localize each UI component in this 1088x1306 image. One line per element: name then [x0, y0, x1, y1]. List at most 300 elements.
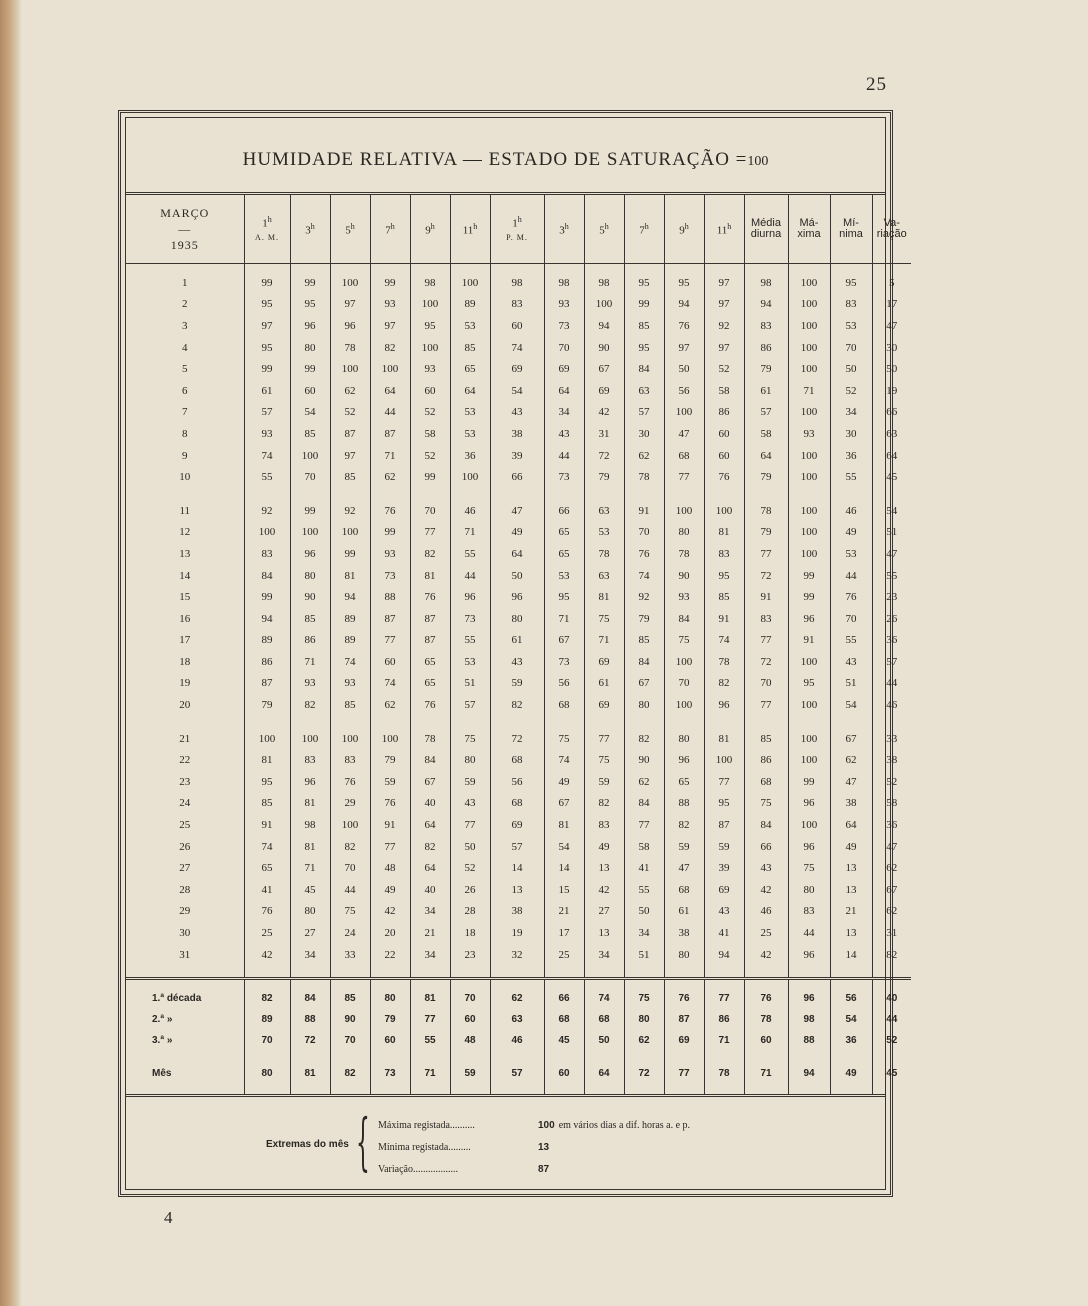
- value-cell: 46: [830, 500, 872, 522]
- value-cell: 93: [788, 423, 830, 445]
- summary-value-cell: 80: [244, 1063, 290, 1084]
- value-cell: 47: [830, 771, 872, 793]
- value-cell: 19: [490, 922, 544, 944]
- extremes-minima-label: Mínima registada.........: [378, 1142, 471, 1154]
- value-cell: 96: [788, 944, 830, 966]
- day-cell: 5: [182, 363, 188, 376]
- value-cell: 70: [624, 522, 664, 544]
- value-cell: 59: [664, 836, 704, 858]
- table-row: [126, 543, 911, 565]
- value-cell: 50: [872, 358, 911, 380]
- value-cell: 76: [664, 315, 704, 337]
- day-cell: 12: [179, 526, 191, 539]
- value-cell: 90: [290, 586, 330, 608]
- spacer-cell: [788, 979, 830, 989]
- spacer-cell: [126, 965, 244, 977]
- value-cell: 40: [410, 793, 450, 815]
- spacer-cell: [544, 1051, 584, 1063]
- summary-value-cell: 57: [490, 1063, 544, 1084]
- value-cell: 70: [330, 857, 370, 879]
- value-cell: 36: [872, 630, 911, 652]
- table-row: [126, 565, 911, 587]
- value-cell: 95: [788, 673, 830, 695]
- value-cell: 30: [830, 423, 872, 445]
- summary-value-cell: 54: [830, 1009, 872, 1030]
- value-cell: 64: [370, 380, 410, 402]
- spacer-cell: [830, 965, 872, 977]
- value-cell: 78: [744, 500, 788, 522]
- value-cell: 41: [244, 879, 290, 901]
- value-cell: 96: [450, 586, 490, 608]
- value-cell: 100: [788, 522, 830, 544]
- value-cell: 89: [450, 294, 490, 316]
- table-row: [126, 793, 911, 815]
- value-cell: 91: [744, 586, 788, 608]
- value-cell: 87: [410, 608, 450, 630]
- value-cell: 97: [704, 294, 744, 316]
- value-cell: 32: [490, 944, 544, 966]
- value-cell: 70: [744, 673, 788, 695]
- value-cell: 30: [872, 337, 911, 359]
- table-title-eq: =: [735, 149, 748, 170]
- spacer-cell: [244, 488, 290, 500]
- summary-value-cell: 94: [788, 1063, 830, 1084]
- spacer-cell: [544, 965, 584, 977]
- summary-value-cell: 45: [872, 1063, 911, 1084]
- spacer-cell: [410, 488, 450, 500]
- value-cell: 13: [830, 922, 872, 944]
- value-cell: 72: [490, 728, 544, 750]
- extremes-maxima-note: em vários dias a dif. horas a. e p.: [558, 1120, 691, 1132]
- summary-table: [126, 977, 911, 1094]
- value-cell: 81: [544, 814, 584, 836]
- spacer-cell: [624, 488, 664, 500]
- value-cell: 76: [370, 793, 410, 815]
- value-cell: 97: [704, 337, 744, 359]
- spacer-cell: [704, 979, 744, 989]
- spacer-cell: [244, 1084, 290, 1094]
- value-cell: 54: [544, 836, 584, 858]
- summary-value-cell: 60: [370, 1030, 410, 1051]
- table-row: [126, 857, 911, 879]
- spacer-cell: [584, 716, 624, 728]
- value-cell: 44: [370, 402, 410, 424]
- value-cell: 44: [788, 922, 830, 944]
- value-cell: 78: [704, 651, 744, 673]
- value-cell: 56: [544, 673, 584, 695]
- value-cell: 74: [244, 445, 290, 467]
- day-cell: 18: [179, 655, 191, 668]
- summary-value-cell: 87: [664, 1009, 704, 1030]
- spacer-cell: [330, 1084, 370, 1094]
- spacer-cell: [872, 1051, 911, 1063]
- value-cell: 100: [704, 500, 744, 522]
- extremes-variacao-row: [378, 1159, 690, 1181]
- value-cell: 100: [788, 728, 830, 750]
- value-cell: 55: [244, 466, 290, 488]
- summary-value-cell: 85: [330, 988, 370, 1009]
- spacer-cell: [450, 488, 490, 500]
- summary-value-cell: 96: [788, 988, 830, 1009]
- spacer-cell: [544, 488, 584, 500]
- value-cell: 51: [872, 522, 911, 544]
- value-cell: 49: [490, 522, 544, 544]
- summary-value-cell: 49: [830, 1063, 872, 1084]
- summary-value-cell: 56: [830, 988, 872, 1009]
- value-cell: 39: [490, 445, 544, 467]
- day-cell: 19: [179, 677, 191, 690]
- value-cell: 55: [830, 466, 872, 488]
- summary-value-cell: 74: [584, 988, 624, 1009]
- value-cell: 65: [664, 771, 704, 793]
- spacer-cell: [624, 979, 664, 989]
- header-hour-9am: 9$^h$: [410, 195, 450, 264]
- value-cell: 42: [744, 944, 788, 966]
- value-cell: 14: [490, 857, 544, 879]
- value-cell: 81: [704, 522, 744, 544]
- value-cell: 84: [624, 793, 664, 815]
- spacer-cell: [544, 979, 584, 989]
- spacer-cell: [664, 965, 704, 977]
- value-cell: 31: [872, 922, 911, 944]
- value-cell: 100: [330, 358, 370, 380]
- value-cell: 38: [830, 793, 872, 815]
- value-cell: 58: [624, 836, 664, 858]
- spacer-cell: [126, 264, 244, 273]
- value-cell: 92: [624, 586, 664, 608]
- value-cell: 99: [788, 586, 830, 608]
- value-cell: 69: [544, 358, 584, 380]
- day-cell: 28: [179, 883, 191, 896]
- value-cell: 38: [872, 749, 911, 771]
- table-row: [126, 466, 911, 488]
- spacer-cell: [370, 264, 410, 273]
- value-cell: 95: [664, 272, 704, 294]
- value-cell: 85: [330, 694, 370, 716]
- value-cell: 51: [450, 673, 490, 695]
- value-cell: 84: [244, 565, 290, 587]
- table-title-value: 100: [747, 154, 769, 169]
- value-cell: 96: [664, 749, 704, 771]
- value-cell: 100: [290, 728, 330, 750]
- value-cell: 47: [872, 315, 911, 337]
- value-cell: 79: [744, 522, 788, 544]
- value-cell: 64: [744, 445, 788, 467]
- value-cell: 87: [330, 423, 370, 445]
- value-cell: 57: [490, 836, 544, 858]
- value-cell: 55: [450, 543, 490, 565]
- value-cell: 88: [664, 793, 704, 815]
- table-row: [126, 651, 911, 673]
- value-cell: 30: [624, 423, 664, 445]
- extremes-variacao-label: Variação..................: [378, 1164, 458, 1176]
- value-cell: 92: [244, 500, 290, 522]
- value-cell: 100: [584, 294, 624, 316]
- value-cell: 72: [744, 565, 788, 587]
- spacer-row: [126, 264, 911, 273]
- value-cell: 36: [872, 814, 911, 836]
- spacer-cell: [244, 716, 290, 728]
- spacer-cell: [584, 979, 624, 989]
- spacer-cell: [410, 1084, 450, 1094]
- value-cell: 60: [370, 651, 410, 673]
- spacer-cell: [330, 488, 370, 500]
- value-cell: 63: [624, 380, 664, 402]
- spacer-cell: [744, 965, 788, 977]
- value-cell: 70: [830, 608, 872, 630]
- spacer-cell: [830, 488, 872, 500]
- value-cell: 74: [490, 337, 544, 359]
- extremes-rows: [378, 1115, 690, 1181]
- table-row: [126, 771, 911, 793]
- value-cell: 70: [664, 673, 704, 695]
- summary-row: [126, 1030, 911, 1051]
- value-cell: 49: [370, 879, 410, 901]
- value-cell: 50: [664, 358, 704, 380]
- spacer-cell: [126, 1051, 244, 1063]
- value-cell: 33: [872, 728, 911, 750]
- spacer-cell: [872, 488, 911, 500]
- value-cell: 94: [664, 294, 704, 316]
- value-cell: 80: [450, 749, 490, 771]
- extremes-maxima-row: [378, 1115, 690, 1137]
- value-cell: 77: [450, 814, 490, 836]
- header-hour-3am: 3$^h$: [290, 195, 330, 264]
- day-cell: 17: [179, 634, 191, 647]
- spacer-cell: [744, 979, 788, 989]
- spacer-cell: [664, 1051, 704, 1063]
- value-cell: 81: [244, 749, 290, 771]
- summary-value-cell: 50: [584, 1030, 624, 1051]
- value-cell: 100: [370, 358, 410, 380]
- summary-value-cell: 36: [830, 1030, 872, 1051]
- value-cell: 61: [664, 901, 704, 923]
- value-cell: 55: [872, 565, 911, 587]
- table-row: [126, 337, 911, 359]
- value-cell: 100: [330, 522, 370, 544]
- value-cell: 65: [410, 651, 450, 673]
- spacer-cell: [584, 264, 624, 273]
- value-cell: 59: [370, 771, 410, 793]
- summary-value-cell: 76: [664, 988, 704, 1009]
- spacer-cell: [370, 1051, 410, 1063]
- value-cell: 80: [490, 608, 544, 630]
- summary-value-cell: 52: [872, 1030, 911, 1051]
- table-row: [126, 749, 911, 771]
- spacer-cell: [830, 716, 872, 728]
- spacer-cell: [330, 264, 370, 273]
- value-cell: 72: [584, 445, 624, 467]
- value-cell: 75: [450, 728, 490, 750]
- value-cell: 86: [744, 749, 788, 771]
- spacer-cell: [290, 488, 330, 500]
- value-cell: 43: [704, 901, 744, 923]
- footer-number: 4: [164, 1208, 173, 1227]
- value-cell: 62: [370, 694, 410, 716]
- value-cell: 43: [830, 651, 872, 673]
- summary-value-cell: 86: [704, 1009, 744, 1030]
- value-cell: 23: [872, 586, 911, 608]
- value-cell: 87: [244, 673, 290, 695]
- value-cell: 82: [704, 673, 744, 695]
- table-row: [126, 294, 911, 316]
- value-cell: 69: [584, 694, 624, 716]
- value-cell: 99: [244, 272, 290, 294]
- spacer-cell: [330, 716, 370, 728]
- value-cell: 88: [370, 586, 410, 608]
- spacer-cell: [290, 1051, 330, 1063]
- value-cell: 95: [704, 793, 744, 815]
- value-cell: 97: [370, 315, 410, 337]
- value-cell: 100: [788, 543, 830, 565]
- value-cell: 100: [330, 272, 370, 294]
- value-cell: 47: [872, 543, 911, 565]
- extremes-variacao-value: 87: [538, 1164, 550, 1176]
- value-cell: 45: [872, 466, 911, 488]
- value-cell: 41: [704, 922, 744, 944]
- value-cell: 85: [744, 728, 788, 750]
- value-cell: 44: [330, 879, 370, 901]
- value-cell: 78: [664, 543, 704, 565]
- value-cell: 73: [544, 651, 584, 673]
- value-cell: 75: [664, 630, 704, 652]
- spacer-cell: [450, 264, 490, 273]
- header-hour-7pm: 7$^h$: [624, 195, 664, 264]
- value-cell: 65: [450, 358, 490, 380]
- spacer-cell: [624, 1051, 664, 1063]
- value-cell: 34: [544, 402, 584, 424]
- value-cell: 96: [290, 771, 330, 793]
- value-cell: 82: [624, 728, 664, 750]
- value-cell: 49: [544, 771, 584, 793]
- value-cell: 71: [544, 608, 584, 630]
- value-cell: 85: [624, 315, 664, 337]
- table-row: [126, 814, 911, 836]
- value-cell: 47: [664, 423, 704, 445]
- summary-value-cell: 80: [370, 988, 410, 1009]
- value-cell: 81: [330, 565, 370, 587]
- day-cell: 4: [182, 341, 188, 354]
- value-cell: 75: [788, 857, 830, 879]
- value-cell: 82: [290, 694, 330, 716]
- table-row: [126, 728, 911, 750]
- value-cell: 94: [704, 944, 744, 966]
- header-month-name: MARÇO: [160, 206, 210, 220]
- value-cell: 97: [330, 294, 370, 316]
- value-cell: 93: [290, 673, 330, 695]
- summary-value-cell: 63: [490, 1009, 544, 1030]
- value-cell: 62: [872, 857, 911, 879]
- value-cell: 47: [664, 857, 704, 879]
- value-cell: 43: [544, 423, 584, 445]
- value-cell: 68: [744, 771, 788, 793]
- summary-value-cell: 78: [744, 1009, 788, 1030]
- value-cell: 100: [788, 500, 830, 522]
- value-cell: 96: [490, 586, 544, 608]
- extremes-label: Extremas do mês: [266, 1139, 349, 1151]
- value-cell: 67: [544, 793, 584, 815]
- value-cell: 38: [490, 901, 544, 923]
- spacer-cell: [830, 1051, 872, 1063]
- day-cell: 23: [179, 775, 191, 788]
- spacer-cell: [490, 965, 544, 977]
- value-cell: 95: [244, 294, 290, 316]
- spacer-cell: [290, 979, 330, 989]
- summary-rows: [126, 979, 911, 1095]
- value-cell: 86: [704, 402, 744, 424]
- value-cell: 99: [244, 586, 290, 608]
- value-cell: 95: [544, 586, 584, 608]
- value-cell: 74: [244, 836, 290, 858]
- spacer-cell: [370, 979, 410, 989]
- header-media-diurna: Média diurna: [744, 195, 788, 264]
- value-cell: 53: [450, 402, 490, 424]
- spacer-cell: [126, 1084, 244, 1094]
- summary-value-cell: 68: [584, 1009, 624, 1030]
- spacer-cell: [704, 716, 744, 728]
- table-row: [126, 630, 911, 652]
- spacer-cell: [584, 1051, 624, 1063]
- value-cell: 64: [410, 814, 450, 836]
- value-cell: 100: [664, 694, 704, 716]
- value-cell: 60: [290, 380, 330, 402]
- value-cell: 62: [330, 380, 370, 402]
- value-cell: 42: [584, 402, 624, 424]
- value-cell: 62: [872, 901, 911, 923]
- value-cell: 56: [490, 771, 544, 793]
- value-cell: 80: [290, 337, 330, 359]
- value-cell: 77: [704, 771, 744, 793]
- day-cell: 26: [179, 840, 191, 853]
- summary-value-cell: 81: [290, 1063, 330, 1084]
- summary-value-cell: 45: [544, 1030, 584, 1051]
- summary-value-cell: 69: [664, 1030, 704, 1051]
- spacer-cell: [370, 1084, 410, 1094]
- value-cell: 99: [624, 294, 664, 316]
- spacer-cell: [290, 1084, 330, 1094]
- value-cell: 76: [704, 466, 744, 488]
- value-cell: 96: [290, 315, 330, 337]
- day-cell: 6: [182, 384, 188, 397]
- spacer-cell: [330, 1051, 370, 1063]
- spacer-cell: [704, 1051, 744, 1063]
- table-row: [126, 879, 911, 901]
- value-cell: 18: [450, 922, 490, 944]
- value-cell: 100: [664, 402, 704, 424]
- spacer-cell: [872, 965, 911, 977]
- summary-value-cell: 48: [450, 1030, 490, 1051]
- value-cell: 66: [490, 466, 544, 488]
- value-cell: 64: [830, 814, 872, 836]
- spacer-cell: [872, 716, 911, 728]
- spacer-cell: [450, 965, 490, 977]
- summary-value-cell: 82: [244, 988, 290, 1009]
- value-cell: 85: [244, 793, 290, 815]
- value-cell: 93: [664, 586, 704, 608]
- value-cell: 57: [450, 694, 490, 716]
- value-cell: 60: [490, 315, 544, 337]
- value-cell: 96: [788, 608, 830, 630]
- value-cell: 93: [370, 543, 410, 565]
- value-cell: 55: [624, 879, 664, 901]
- value-cell: 42: [744, 879, 788, 901]
- value-cell: 63: [584, 565, 624, 587]
- title-box: [126, 118, 885, 195]
- table-frame: [118, 110, 907, 1197]
- value-cell: 44: [872, 673, 911, 695]
- value-cell: 43: [490, 651, 544, 673]
- value-cell: 42: [244, 944, 290, 966]
